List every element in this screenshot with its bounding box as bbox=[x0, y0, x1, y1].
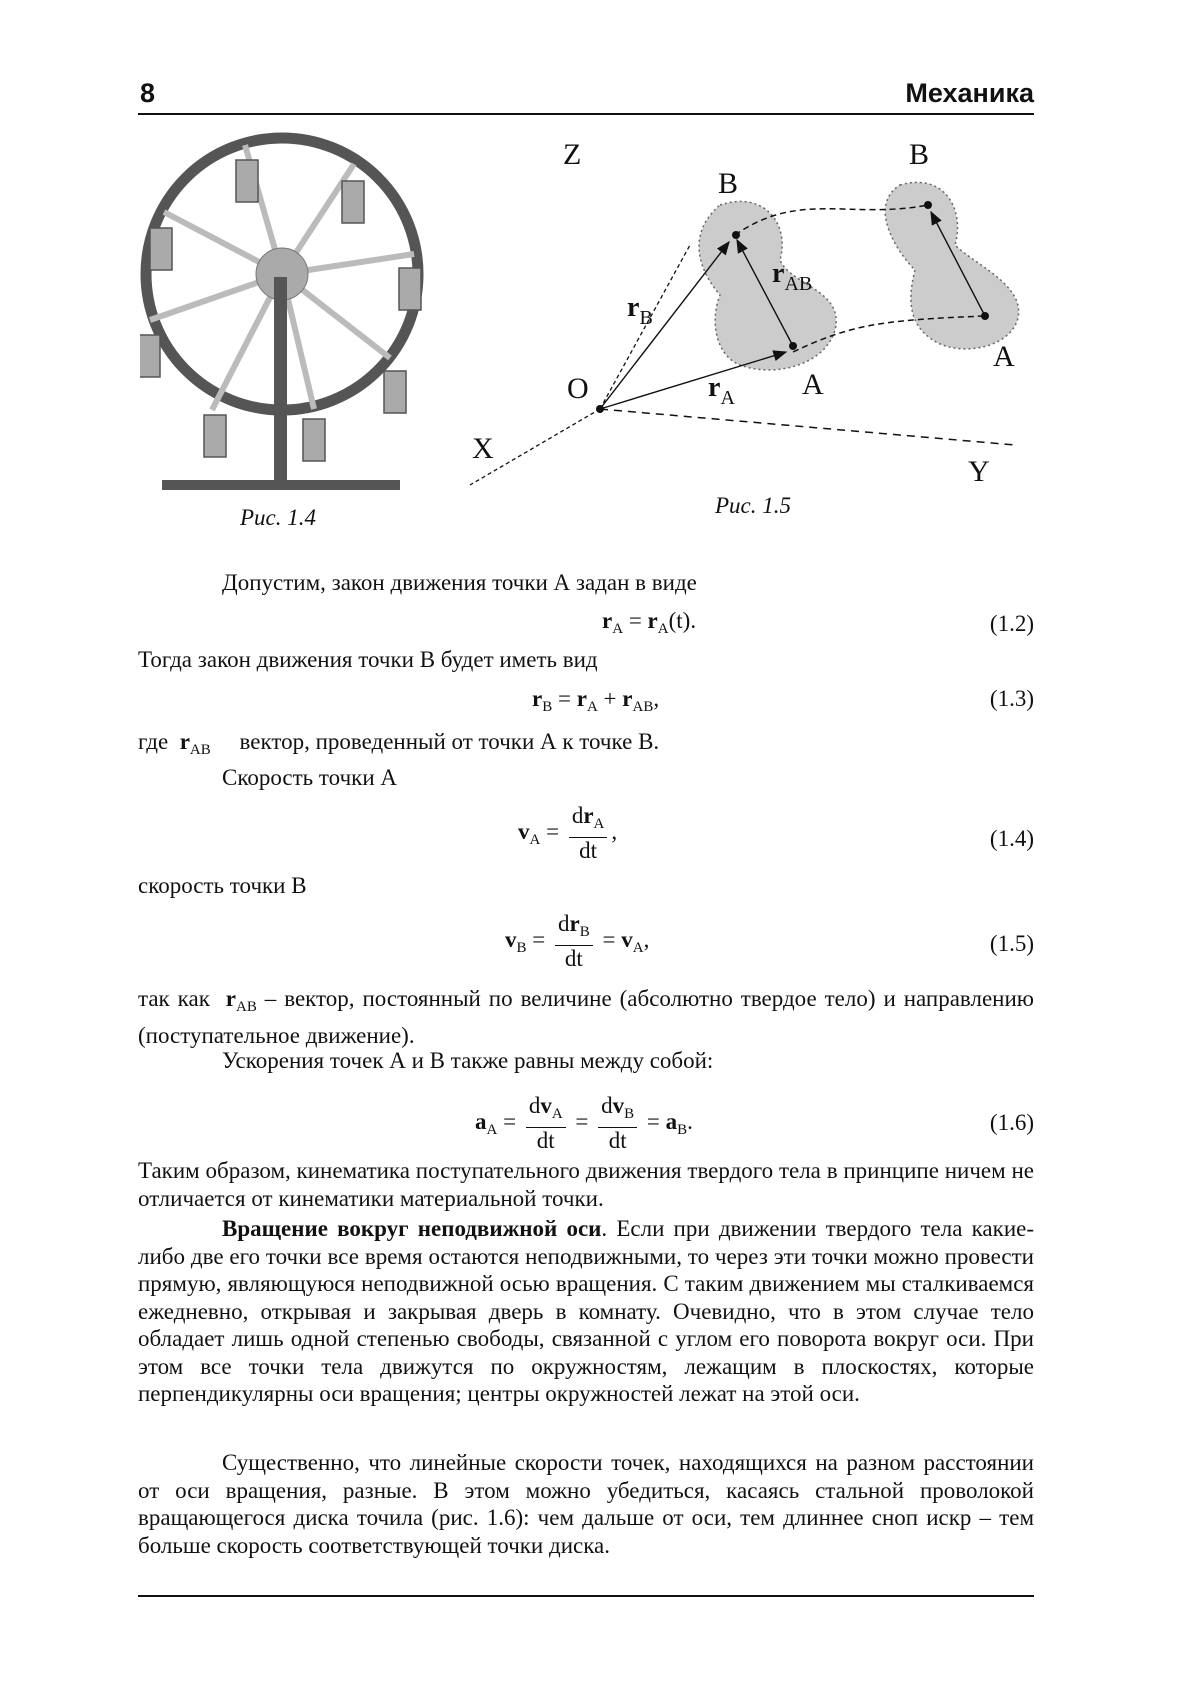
equation-1-6: $a_A$ = $\frac{dv_A}{dt}$ = $\frac{dv_B}{dt}$ = $a_B$. bbox=[475, 1093, 693, 1153]
equation-1-4: $v_A$ = $\frac{dr_A}{dt}$ , bbox=[518, 803, 618, 863]
vector-rA bbox=[600, 352, 786, 409]
paragraph-2: Тогда закон движения точки В будет иметь вид bbox=[138, 647, 598, 672]
figure-1-4-caption: Рис. 1.4 bbox=[240, 505, 317, 530]
wheel-base bbox=[162, 480, 400, 490]
label-rA: $r_A$ bbox=[708, 372, 735, 409]
figure-1-4-ferris-wheel bbox=[140, 132, 440, 504]
label-rB: $r_B$ bbox=[627, 292, 653, 329]
paragraph-10: Существенно, что линейные скорости точек, находящихся на разном расстоянии от оси вращения, разные. В этом можно убедиться, касаясь стальной проволокой вращающегося диска точила (рис. 1.6): чем дальше от оси, тем длиннее сноп искр – тем больше скорость соответствующей точки диска. bbox=[138, 1450, 1034, 1558]
label-B2: B bbox=[909, 138, 930, 171]
label-A2: A bbox=[993, 340, 1015, 373]
figure-1-5-caption: Рис. 1.5 bbox=[715, 493, 792, 518]
label-Y: Y bbox=[968, 455, 990, 488]
footer-rule bbox=[138, 1595, 1034, 1597]
label-O: O bbox=[567, 372, 589, 405]
equation-number-1-3: (1.3) bbox=[989, 686, 1034, 711]
body-position-2 bbox=[885, 182, 1018, 349]
paragraph-8: Таким образом, кинематика поступательного движения твердого тела в принципе ничем не отличается от кинематики материальной точки. bbox=[138, 1158, 1034, 1211]
label-rAB: $r_{AB}$ bbox=[772, 258, 813, 295]
equation-1-5: $v_B$ = $\frac{dr_B}{dt}$ = $v_A$, bbox=[505, 911, 650, 971]
paragraph-7: Ускорения точек А и В также равны между собой: bbox=[222, 1048, 714, 1073]
section-title: Механика bbox=[905, 78, 1034, 108]
subheading-rotation: Вращение вокруг неподвижной оси bbox=[222, 1216, 602, 1241]
paragraph-9: Вращение вокруг неподвижной оси. Если при движении твердого тела какие-либо две его точки все время остаются неподвижными, то через эти точки можно провести прямую, являющуюся неподвижной осью вращения. С таким движением мы сталкиваемся ежедневно, открывая и закрывая дверь в комнату. Очевидно, что в этом случае тело обладает лишь одной степенью свободы, связанной с углом его поворота вокруг оси. При этом все точки тела движутся по окружностям, лежащим в плоскостях, которые перпендикулярны оси вращения; центры окружностей лежат на этой оси. bbox=[138, 1216, 1034, 1406]
equation-number-1-4: (1.4) bbox=[989, 826, 1034, 851]
wheel-stand bbox=[274, 277, 287, 484]
label-X: X bbox=[472, 432, 494, 465]
label-Z: Z bbox=[563, 138, 582, 171]
label-B1: B bbox=[718, 167, 739, 200]
page-number: 8 bbox=[140, 78, 156, 108]
paragraph-3: где $r_{AB}$ вектор, проведенный от точки А к точке В. bbox=[138, 729, 660, 758]
equation-1-2: $r_A = r_A(t)$. bbox=[602, 608, 697, 637]
equation-number-1-2: (1.2) bbox=[989, 611, 1034, 636]
paragraph-4: Скорость точки А bbox=[222, 765, 397, 790]
equation-number-1-5: (1.5) bbox=[989, 931, 1034, 956]
paragraph-6: так как $r_{AB}$ – вектор, постоянный по величине (абсолютно твердое тело) и направлению (поступательное движение). bbox=[138, 986, 1034, 1048]
paragraph-1: Допустим, закон движения точки А задан в виде bbox=[222, 570, 697, 595]
label-A1: A bbox=[802, 368, 824, 401]
figure-1-5-diagram bbox=[460, 130, 1030, 500]
equation-number-1-6: (1.6) bbox=[989, 1110, 1034, 1135]
body-position-1 bbox=[699, 201, 836, 370]
paragraph-5: скорость точки В bbox=[138, 873, 307, 898]
header-rule bbox=[138, 113, 1034, 115]
equation-1-3: $r_B = r_A + r_{AB}$, bbox=[532, 686, 660, 715]
y-axis bbox=[600, 409, 1015, 445]
